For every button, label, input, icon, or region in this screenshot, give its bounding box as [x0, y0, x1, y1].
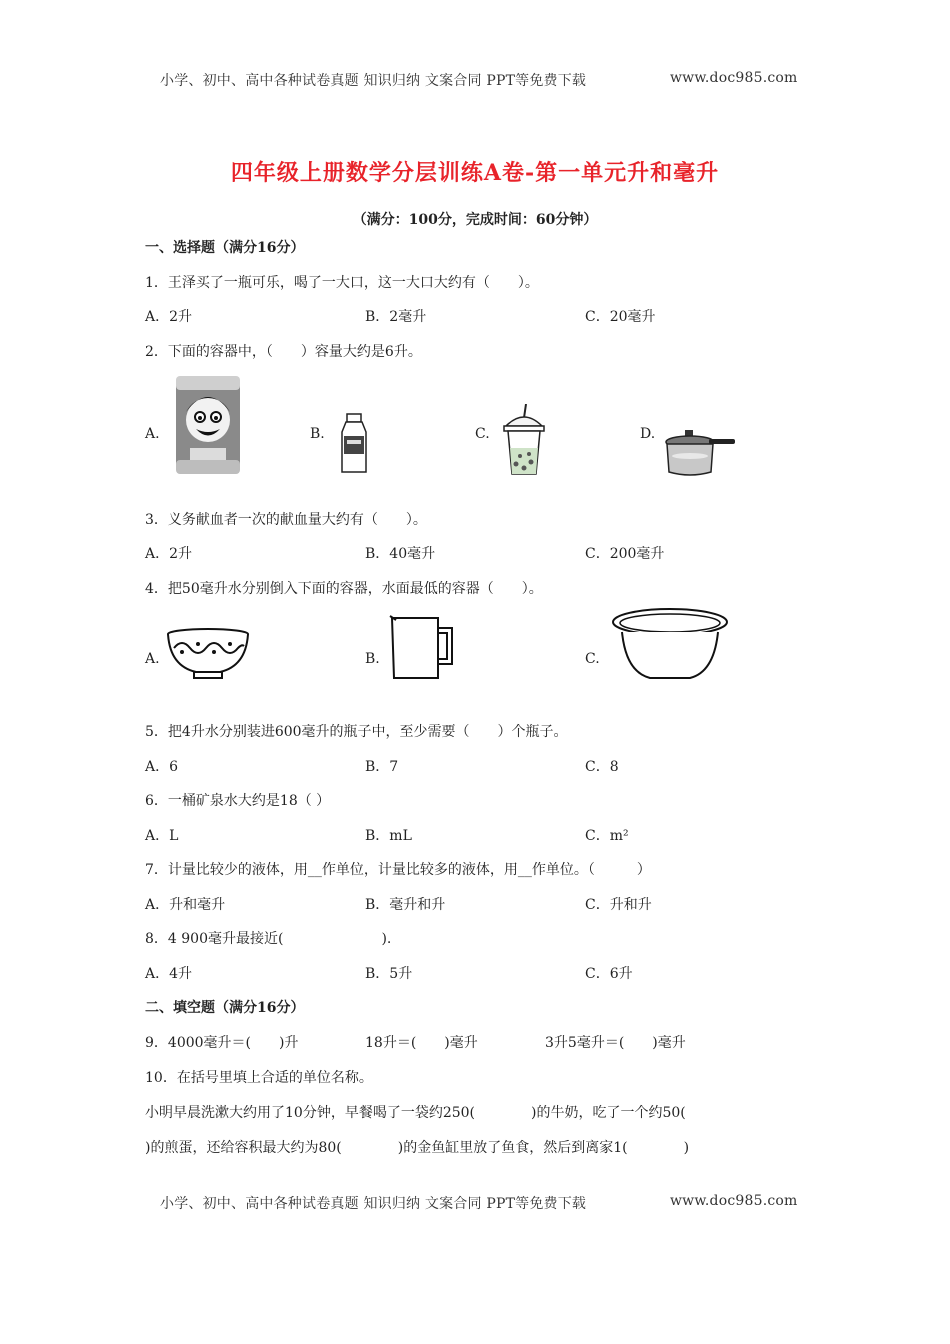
q1-option-b[interactable]: B．2毫升 [365, 309, 427, 325]
header-banner-text: 小学、初中、高中各种试卷真题 知识归纳 文案合同 PPT等免费下载 [160, 73, 587, 89]
q4-option-c[interactable]: C. [585, 651, 600, 667]
question-3: 3．义务献血者一次的献血量大约有（ ）。 [145, 512, 427, 528]
q6-option-b[interactable]: B．mL [365, 828, 412, 844]
q4-option-b[interactable]: B. [365, 651, 380, 667]
drink-can-icon [172, 372, 244, 478]
question-6: 6．一桶矿泉水大约是18（ ） [145, 793, 331, 809]
q4-option-a[interactable]: A. [145, 651, 160, 667]
q8-option-a[interactable]: A．4升 [145, 966, 193, 982]
q3-option-c[interactable]: C．200毫升 [585, 546, 665, 562]
pressure-cooker-icon [663, 428, 737, 478]
page-title: 四年级上册数学分层训练A卷-第一单元升和毫升 [230, 160, 720, 186]
question-1: 1．王泽买了一瓶可乐，喝了一大口，这一大口大约有（ ）。 [145, 275, 539, 291]
question-9-part-3: 3升5毫升＝( )毫升 [545, 1035, 686, 1051]
q2-option-d[interactable]: D. [640, 426, 656, 442]
footer-url[interactable]: www.doc985.com [670, 1193, 798, 1209]
q7-option-c[interactable]: C．升和升 [585, 897, 652, 913]
page-subtitle: （满分：100分，完成时间：60分钟） [352, 212, 598, 228]
bowl-icon [166, 626, 250, 682]
q5-option-b[interactable]: B．7 [365, 759, 399, 775]
q6-option-a[interactable]: A．L [145, 828, 179, 844]
question-4: 4．把50毫升水分别倒入下面的容器，水面最低的容器（ ）。 [145, 581, 543, 597]
q3-option-b[interactable]: B．40毫升 [365, 546, 436, 562]
milk-bottle-icon [336, 412, 372, 476]
q8-option-c[interactable]: C．6升 [585, 966, 633, 982]
q6-option-c[interactable]: C．m² [585, 828, 629, 844]
question-10-line-1: 小明早晨洗漱大约用了10分钟，早餐喝了一袋约250( )的牛奶，吃了一个约50( [145, 1105, 686, 1121]
q2-option-c[interactable]: C. [475, 426, 490, 442]
question-9-part-1: 9．4000毫升＝( )升 [145, 1035, 299, 1051]
question-10: 10．在括号里填上合适的单位名称。 [145, 1070, 373, 1086]
q3-option-a[interactable]: A．2升 [145, 546, 193, 562]
q5-option-c[interactable]: C．8 [585, 759, 619, 775]
section-heading-fill-blank: 二、填空题（满分16分） [145, 1000, 305, 1016]
header-url[interactable]: www.doc985.com [670, 70, 798, 86]
q7-option-a[interactable]: A．升和毫升 [145, 897, 226, 913]
q2-option-b[interactable]: B. [310, 426, 325, 442]
q7-option-b[interactable]: B．毫升和升 [365, 897, 446, 913]
question-8: 8．4 900毫升最接近( ). [145, 931, 392, 947]
question-7: 7．计量比较少的液体，用__作单位，计量比较多的液体，用__作单位。（ ） [145, 862, 651, 878]
q1-option-a[interactable]: A．2升 [145, 309, 193, 325]
section-heading-choice: 一、选择题（满分16分） [145, 240, 305, 256]
q2-option-a[interactable]: A. [145, 426, 160, 442]
q1-option-c[interactable]: C．20毫升 [585, 309, 656, 325]
question-9-part-2: 18升＝( )毫升 [365, 1035, 478, 1051]
q5-option-a[interactable]: A．6 [145, 759, 179, 775]
footer-banner-text: 小学、初中、高中各种试卷真题 知识归纳 文案合同 PPT等免费下载 [160, 1196, 587, 1212]
q8-option-b[interactable]: B．5升 [365, 966, 413, 982]
question-10-line-2: )的煎蛋，还给容积最大约为80( )的金鱼缸里放了鱼食，然后到离家1( ) [145, 1140, 690, 1156]
bubble-tea-cup-icon [502, 404, 546, 476]
question-5: 5．把4升水分别装进600毫升的瓶子中，至少需要（ ）个瓶子。 [145, 724, 568, 740]
question-2: 2．下面的容器中，（ ）容量大约是6升。 [145, 344, 422, 360]
wash-basin-icon [610, 606, 730, 682]
measuring-jug-icon [388, 614, 458, 682]
